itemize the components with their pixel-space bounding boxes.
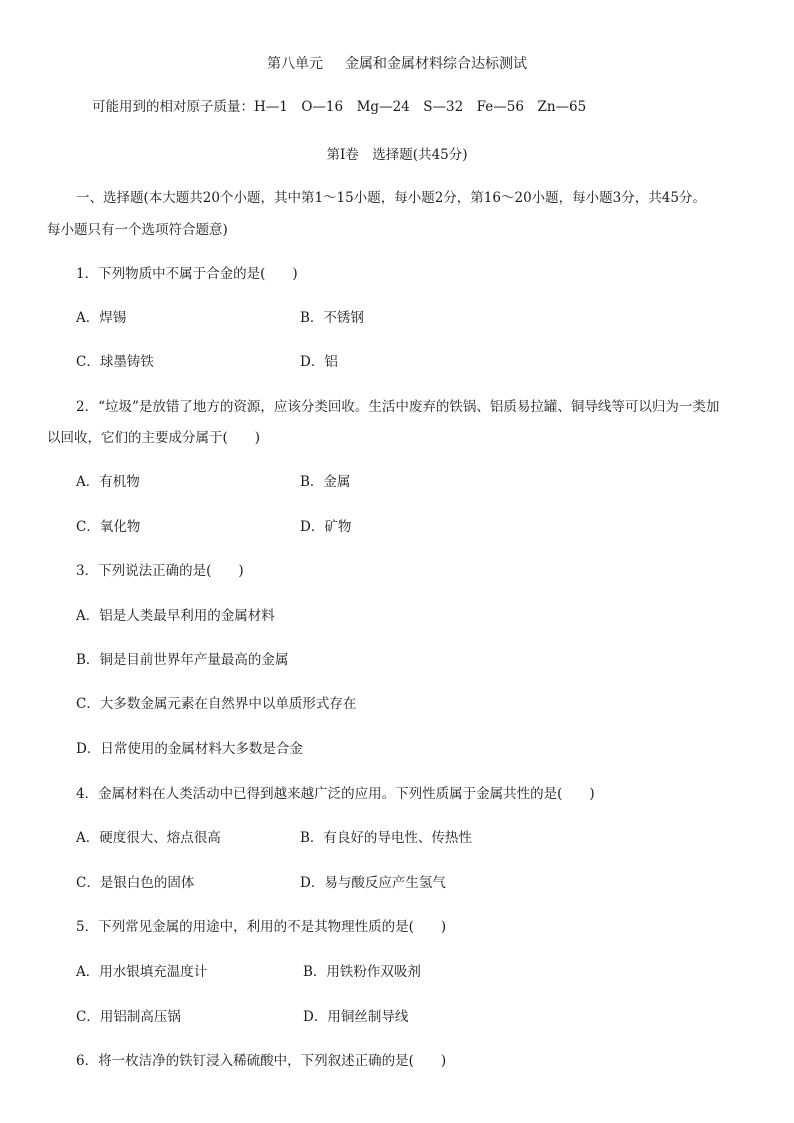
unit-label: 第八单元 [267,56,323,72]
question-4-option-c: C．是银白色的固体 [76,875,195,891]
question-5-option-b: B．用铁粉作双吸剂 [303,964,421,980]
question-1-option-d: D．铝 [300,354,338,370]
question-2-option-d: D．矿物 [300,519,352,535]
question-4-option-a: A．硬度很大、熔点很高 [76,830,221,846]
atomic-masses: 可能用到的相对原子质量：H—1 O—16 Mg—24 S—32 Fe—56 Zn—65 [92,99,587,115]
question-1-stem: 1．下列物质中不属于合金的是( ) [76,266,298,282]
page-title [0,54,794,74]
question-4-stem: 4．金属材料在人类活动中已得到越来越广泛的应用。下列性质属于金属共性的是( ) [76,786,595,802]
question-1-option-a: A．焊锡 [76,310,127,326]
question-4-option-d: D．易与酸反应产生氢气 [300,875,446,891]
title-text: 金属和金属材料综合达标测试 [345,56,527,72]
question-1-option-c: C．球墨铸铁 [76,354,154,370]
question-2-option-a: A．有机物 [76,474,140,490]
question-6-stem: 6．将一枚洁净的铁钉浸入稀硫酸中，下列叙述正确的是( ) [76,1053,447,1069]
question-2-stem-line-1: 2．“垃圾”是放错了地方的资源，应该分类回收。生活中废弃的铁锅、铝质易拉罐、铜导线等可以归为一类加 [76,399,720,415]
question-3-option-c: C．大多数金属元素在自然界中以单质形式存在 [76,696,357,712]
instructions-line-1: 一、选择题(本大题共20个小题，其中第1～15小题，每小题2分，第16～20小题，每小题3分，共45分。 [76,190,706,206]
question-1-option-b: B．不锈钢 [300,310,364,326]
question-3-option-a: A．铝是人类最早利用的金属材料 [76,608,275,624]
question-2-option-c: C．氧化物 [76,519,141,535]
question-3-option-d: D．日常使用的金属材料大多数是合金 [76,741,303,757]
question-5-option-a: A．用水银填充温度计 [76,964,208,980]
section-heading: 第Ⅰ卷 选择题(共45分) [326,147,468,163]
question-2-stem-line-2: 以回收，它们的主要成分属于( ) [47,430,261,446]
question-5-option-c: C．用铝制高压锅 [76,1009,181,1025]
question-4-option-b: B．有良好的导电性、传热性 [300,830,472,846]
question-2-option-b: B．金属 [300,474,351,490]
question-5-option-d: D．用铜丝制导线 [303,1009,409,1025]
question-5-stem: 5．下列常见金属的用途中，利用的不是其物理性质的是( ) [76,919,447,935]
question-3-option-b: B．铜是目前世界年产量最高的金属 [76,652,289,668]
question-3-stem: 3．下列说法正确的是( ) [76,563,244,579]
instructions-line-2: 每小题只有一个选项符合题意) [47,222,228,238]
